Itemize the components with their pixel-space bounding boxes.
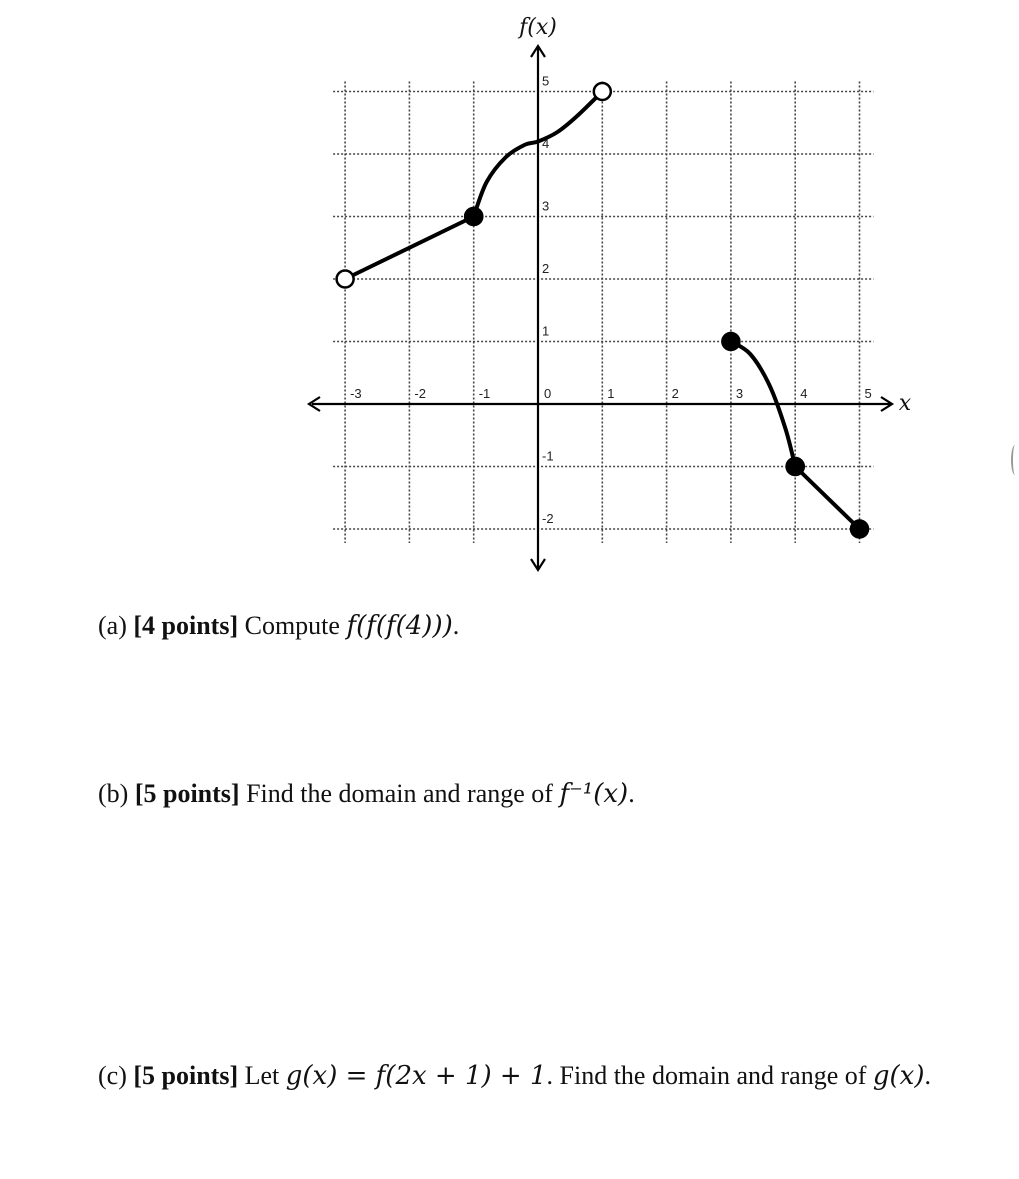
y-tick-label: -1 bbox=[542, 448, 554, 464]
y-tick-label: 2 bbox=[542, 261, 550, 276]
y-tick-label: 1 bbox=[542, 323, 550, 339]
question-c-math2: g(x) bbox=[872, 1061, 925, 1091]
y-axis-title: f(x) bbox=[519, 15, 557, 40]
question-a-math: f(f(f(4))) bbox=[346, 611, 453, 641]
x-tick-label: 2 bbox=[671, 386, 679, 401]
closed-point-curve-lower bbox=[722, 333, 739, 350]
question-c bbox=[98, 1060, 931, 1092]
question-c-letter: (c) bbox=[98, 1061, 127, 1090]
y-tick-label: 3 bbox=[542, 198, 550, 214]
x-tick-label: -3 bbox=[350, 386, 362, 401]
question-b-points: [5 points] bbox=[134, 779, 240, 808]
x-tick-label: 1 bbox=[607, 386, 615, 401]
question-c-text2: . Find the domain and range of bbox=[546, 1061, 873, 1090]
closed-point-linear-right bbox=[851, 521, 868, 538]
segment-linear-right bbox=[795, 467, 859, 530]
question-b-tail: . bbox=[628, 779, 635, 808]
x-tick-label: -1 bbox=[478, 386, 491, 401]
question-b-text: Find the domain and range of bbox=[239, 779, 560, 808]
question-b-letter: (b) bbox=[98, 779, 129, 808]
question-c-tail: . bbox=[924, 1061, 931, 1090]
x-axis-title: x bbox=[898, 391, 912, 416]
x-tick-label: -2 bbox=[414, 386, 426, 401]
closed-point-linear-right bbox=[787, 458, 804, 475]
question-a bbox=[98, 610, 459, 642]
question-a-points: [4 points] bbox=[133, 611, 239, 640]
y-tick-label: 5 bbox=[542, 73, 550, 89]
open-point-curve-upper bbox=[594, 83, 611, 100]
x-tick-label: 0 bbox=[544, 386, 552, 401]
y-tick-label: -2 bbox=[542, 511, 554, 526]
question-c-points: [5 points] bbox=[133, 1061, 239, 1090]
question-a-tail: . bbox=[452, 611, 460, 640]
open-point-linear-left bbox=[337, 271, 354, 288]
question-c-text: Let bbox=[238, 1061, 286, 1090]
page-edge-mark bbox=[1011, 445, 1019, 475]
question-c-math: g(x) = f(2x + 1) + 1 bbox=[285, 1061, 547, 1091]
question-a-text: Compute bbox=[238, 611, 347, 640]
y-tick-label: 4 bbox=[542, 136, 550, 151]
question-b bbox=[98, 778, 635, 810]
x-tick-label: 4 bbox=[800, 386, 808, 401]
question-b-math: f⁻¹(x) bbox=[559, 779, 629, 809]
closed-point-curve-upper bbox=[465, 208, 482, 225]
x-tick-label: 5 bbox=[864, 386, 872, 401]
axes bbox=[309, 46, 892, 570]
x-tick-label: 3 bbox=[735, 386, 744, 401]
question-a-letter: (a) bbox=[98, 611, 127, 640]
